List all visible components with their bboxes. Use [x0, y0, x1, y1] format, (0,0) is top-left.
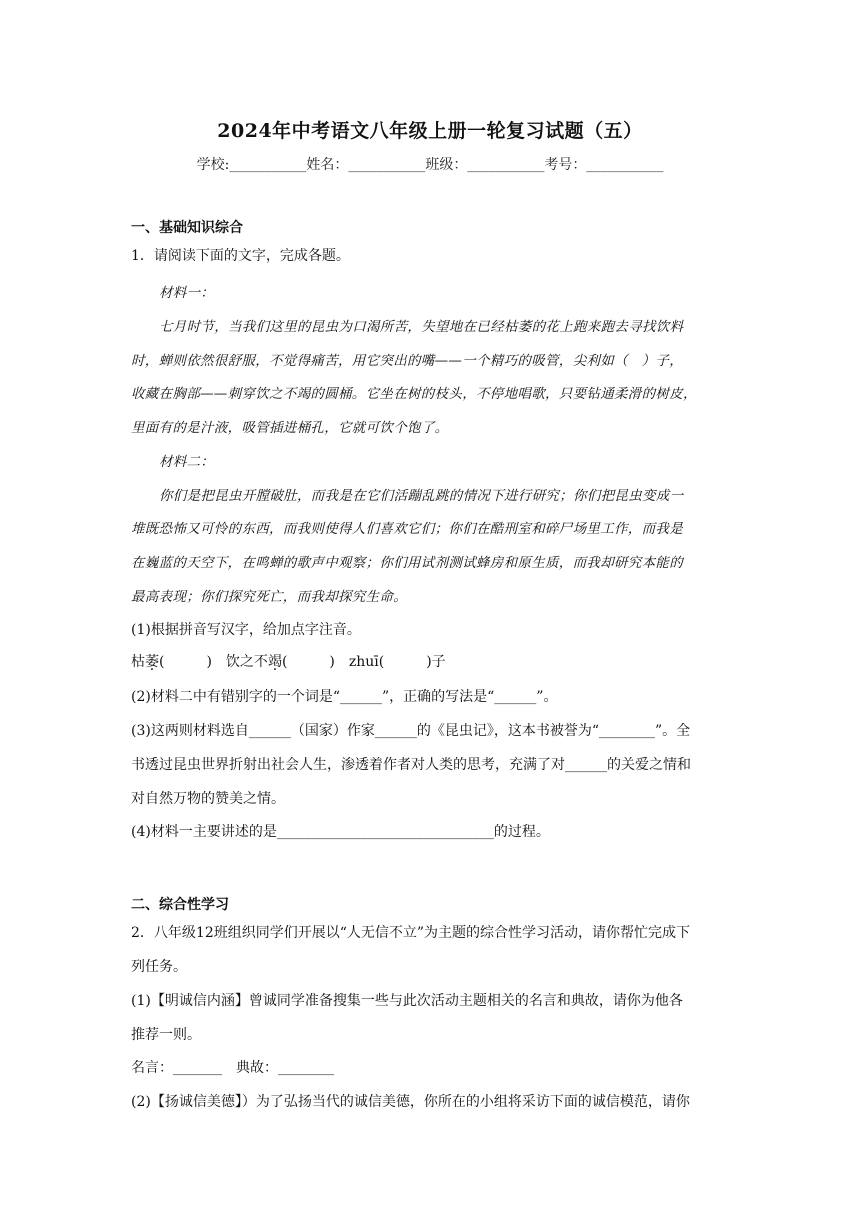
question-1-part-3: (3)这两则材料选自______（国家）作家______的《昆虫记》，这本书被誉为“________”。全 [131, 723, 691, 739]
question-2-part-1-cont: 推荐一则。 [131, 1027, 201, 1043]
material-2-line: 在巍蓝的天空下，在鸣蝉的歌声中观察；你们用试剂测试蜂房和原生质，而我却研究本能的 [131, 555, 683, 571]
material-1-line: 七月时节，当我们这里的昆虫为口渴所苦，失望地在已经枯萎的花上跑来跑去寻找饮料 [159, 319, 684, 335]
question-1-stem: 1．请阅读下面的文字，完成各题。 [131, 248, 350, 264]
dotted-character: 萎 [145, 654, 159, 670]
section-heading-comprehensive: 二、综合性学习 [131, 897, 229, 913]
dotted-character: 竭 [267, 654, 282, 670]
section-heading-basics: 一、基础知识综合 [131, 220, 243, 236]
question-1-part-3-cont: 书透过昆虫世界折射出社会人生，渗透着作者对人类的思考，充满了对______的关爱之情和 [131, 757, 691, 773]
question-1-part-1-items [131, 652, 733, 672]
material-2-line: 堆既恐怖又可怜的东西，而我则使得人们喜欢它们；你们在酷刑室和碎尸场里工作，而我是 [131, 521, 683, 537]
question-2-part-1-answer: 名言：_______ 典故：________ [131, 1060, 334, 1076]
material-1-label: 材料一： [159, 285, 215, 301]
question-2-part-1: (1)【明诚信内涵】曾诚同学准备搜集一些与此次活动主题相关的名言和典故，请你为他各 [131, 993, 683, 1009]
material-1-line: 时，蝉则依然很舒服，不觉得痛苦，用它突出的嘴——一个精巧的吸管，尖利如（ ）子， [131, 353, 683, 369]
material-2-label: 材料二： [159, 454, 215, 470]
page-title: 2024年中考语文八年级上册一轮复习试题（五） [217, 120, 643, 142]
question-1-part-4: (4)材料一主要讲述的是_______________________________的过程。 [131, 824, 550, 840]
material-1-line: 里面有的是汁液，吸管插进桶孔，它就可饮个饱了。 [131, 420, 449, 436]
question-2-part-2: (2)【扬诚信美德】）为了弘扬当代的诚信美德，你所在的小组将采访下面的诚信模范，请你 [131, 1094, 690, 1110]
material-2-line: 最高表现；你们探究死亡，而我却探究生命。 [131, 589, 407, 605]
question-1-part-1: (1)根据拼音写汉字，给加点字注音。 [131, 622, 361, 638]
question-1-part-2: (2)材料二中有错别字的一个词是“______”，正确的写法是“______”。 [131, 689, 558, 705]
item-text: 枯 [131, 654, 145, 670]
item-text: ( ) zhuī( )子 [281, 654, 446, 670]
material-2-line: 你们是把昆虫开膛破肚，而我是在它们活蹦乱跳的情况下进行研究；你们把昆虫变成一 [159, 488, 684, 504]
question-2-stem: 2．八年级12班组织同学们开展以“人无信不立”为主题的综合性学习活动，请你帮忙完成下 [131, 925, 691, 941]
item-text: ( ) 饮之不 [159, 654, 268, 670]
question-2-stem-cont: 列任务。 [131, 959, 187, 975]
student-info-line: 学校:___________姓名：___________班级：___________考号：___________ [196, 157, 664, 173]
material-1-line: 收藏在胸部——刺穿饮之不竭的圆桶。它坐在树的枝头，不停地唱歌，只要钻通柔滑的树皮， [131, 386, 697, 402]
question-1-part-3-cont: 对自然万物的赞美之情。 [131, 791, 285, 807]
